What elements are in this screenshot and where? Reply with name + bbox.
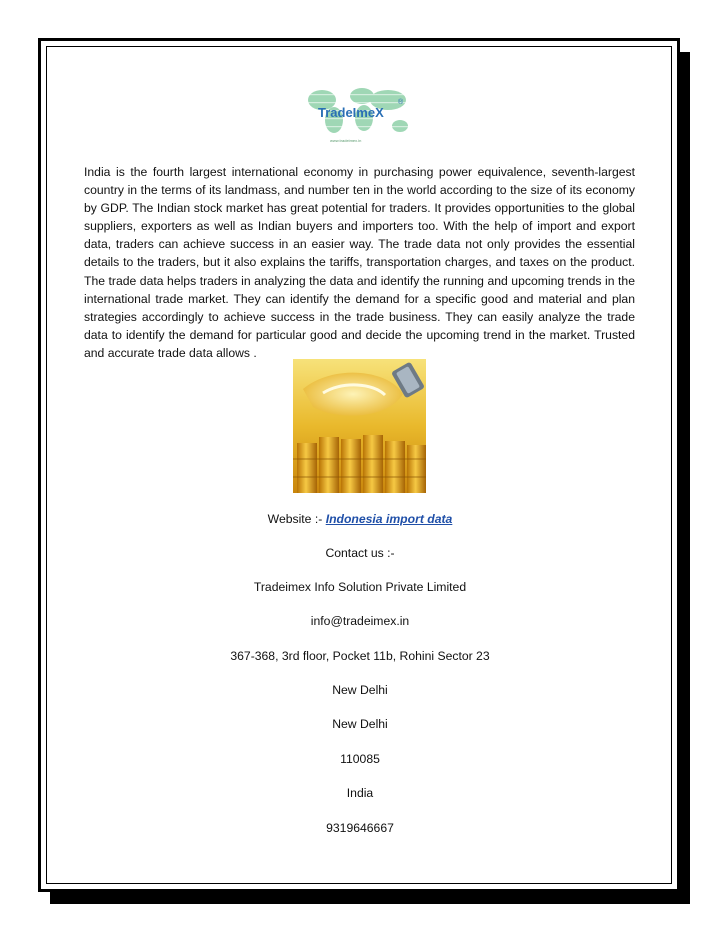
oil-barrels-image	[293, 359, 426, 493]
street-address: 367-368, 3rd floor, Pocket 11b, Rohini Sector 23	[230, 649, 490, 663]
website-line	[0, 512, 720, 526]
company-name: Tradeimex Info Solution Private Limited	[253, 580, 467, 594]
website-label: Website :-	[267, 512, 326, 526]
pincode: 110085	[340, 752, 380, 766]
tradeimex-logo	[300, 80, 418, 148]
logo-brand: TradeImeX	[318, 105, 384, 120]
logo-registered-mark: ®	[398, 99, 404, 106]
city-line-1: New Delhi	[332, 683, 388, 697]
country: India	[346, 786, 374, 800]
website-link[interactable]: Indonesia import data	[325, 512, 453, 526]
email-address: info@tradeimex.in	[310, 614, 410, 628]
city-line-2: New Delhi	[332, 717, 388, 731]
contact-label: Contact us :-	[325, 546, 395, 560]
body-paragraph: India is the fourth largest international economy in purchasing power equivalence, seventh-largest country in the terms of its landmass, and number ten in the world according to the size of its economy by GDP. The Indian stock market has great potential for traders. It provides opportunities to the global suppliers, exporters as well as Indian buyers and importers too. With the help of import and export data, traders can achieve success in an easier way. The trade data not only provides the essential details to the traders, but it also explains the tariffs, transportation charges, and taxes on the product. The trade data helps traders in analyzing the data and identify the running and upcoming trends in the international trade market. They can identify the demand for a specific good and material and plan strategies accordingly to achieve success in the trade business. They can easily analyze the trade data to identify the demand for particular good and decide the upcoming trend in the market. Trusted and accurate trade data allows .	[84, 165, 635, 360]
phone-number: 9319646667	[326, 821, 394, 835]
logo-tagline: www.tradeimex.in	[330, 138, 362, 143]
